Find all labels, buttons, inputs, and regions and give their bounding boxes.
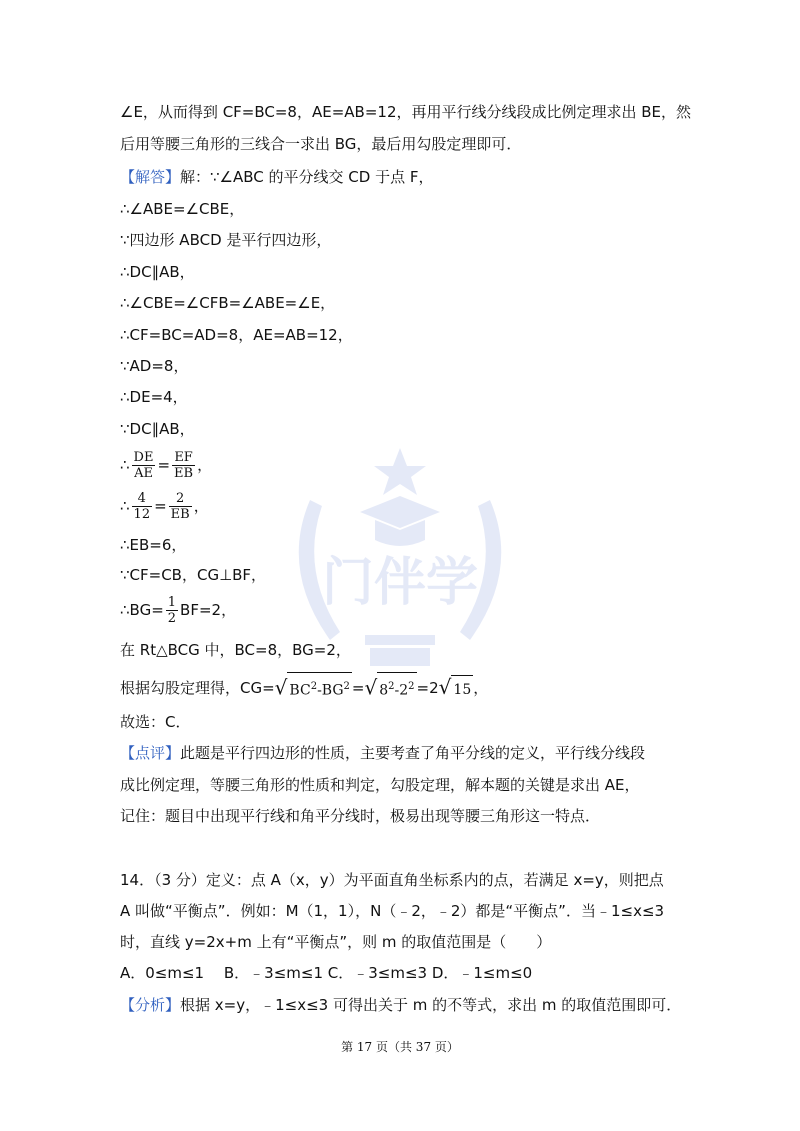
question-14-line-1: 14．（3 分）定义：点 A（x，y）为平面直角坐标系内的点，若满足 x=y，则把点 <box>120 871 664 889</box>
solution-head-text: 解：∵∠ABC 的平分线交 CD 于点 F， <box>180 168 434 186</box>
fraction: $\frac{4}{12}$ <box>133 491 151 522</box>
fraction: $\frac{2}{EB}$ <box>170 491 190 522</box>
proportion-line-1: ∴ $\frac{DE}{AE}$ = $\frac{EF}{EB}$ ， <box>120 450 213 481</box>
sqrt-expression: √ $8^2-2^2$ <box>364 672 416 705</box>
sqrt-expression: √ $BC^2-BG^2$ <box>275 672 352 705</box>
solution-step: ∴CF=BC=AD=8，AE=AB=12， <box>120 326 353 344</box>
solution-step: ∵DC∥AB， <box>120 420 195 438</box>
solution-step: ∴∠ABE=∠CBE， <box>120 200 245 218</box>
solution-step: ∴DC∥AB， <box>120 263 195 281</box>
analysis-tag: 【分析】 <box>120 996 181 1014</box>
sqrt-expression: √ 15 <box>439 673 474 704</box>
watermark-cap-icon <box>360 496 440 546</box>
solution-step: ∵AD=8， <box>120 357 189 375</box>
solution-step: ∴∠CBE=∠CFB=∠ABE=∠E， <box>120 294 336 312</box>
solution-step: ∵四边形 ABCD 是平行四边形， <box>120 231 332 249</box>
fraction: $\frac{DE}{AE}$ <box>133 450 154 481</box>
solution-step: ∴EB=6， <box>120 536 187 554</box>
solution-step: ∴DE=4， <box>120 388 188 406</box>
solution-head <box>120 167 434 187</box>
fraction: $\frac{EF}{EB}$ <box>174 450 194 481</box>
pythagoras-line: 根据勾股定理得，CG=√ $BC^2-BG^2$ =√ $8^2-2^2 =2√$ 15 ， <box>120 672 488 705</box>
bg-line: ∴BG= $\frac{1}{2}$ BF=2， <box>120 595 237 626</box>
comment-tag: 【点评】 <box>120 744 181 762</box>
question-14-options: A．0≤m≤1 B．﹣3≤m≤1 C．﹣3≤m≤3 D．﹣1≤m≤0 <box>120 964 533 982</box>
comment-line-3: 记住：题目中出现平行线和角平分线时，极易出现等腰三角形这一特点． <box>120 807 601 825</box>
solution-tag: 【解答】 <box>120 168 181 186</box>
intro-line-2: 后用等腰三角形的三线合一求出 BG，最后用勾股定理即可． <box>120 135 522 153</box>
page-footer: 第 17 页（共 37 页） <box>341 1040 459 1054</box>
answer: 故选：C． <box>120 713 191 731</box>
analysis-line: 【分析】根据 x=y，﹣1≤x≤3 可得出关于 m 的不等式，求出 m 的取值范围即可． <box>120 996 682 1014</box>
watermark-text: 门伴学 <box>321 553 479 613</box>
solution-step: ∵CF=CB，CG⊥BF， <box>120 566 267 584</box>
question-14-line-2: A 叫做“平衡点”．例如：M（1，1），N（﹣2，﹣2）都是“平衡点”．当﹣1≤x≤3 <box>120 902 665 920</box>
comment-line-2: 成比例定理，等腰三角形的性质和判定，勾股定理，解本题的关键是求出 AE， <box>120 776 640 794</box>
solution-step: 在 Rt△BCG 中，BC=8，BG=2， <box>120 641 351 659</box>
watermark-star-icon <box>374 448 426 495</box>
proportion-line-2: ∴ $\frac{4}{12}$ = $\frac{2}{EB}$ ， <box>120 491 209 522</box>
intro-line-1: ∠E，从而得到 CF=BC=8，AE=AB=12，再用平行线分线段成比例定理求出 BE，然 <box>120 103 692 121</box>
fraction: $\frac{1}{2}$ <box>167 595 177 626</box>
comment-line-1: 【点评】此题是平行四边形的性质，主要考查了角平分线的定义，平行线分线段 <box>120 744 646 762</box>
question-14-line-3: 时，直线 y=2x+m 上有“平衡点”，则 m 的取值范围是（ ） <box>120 933 552 951</box>
